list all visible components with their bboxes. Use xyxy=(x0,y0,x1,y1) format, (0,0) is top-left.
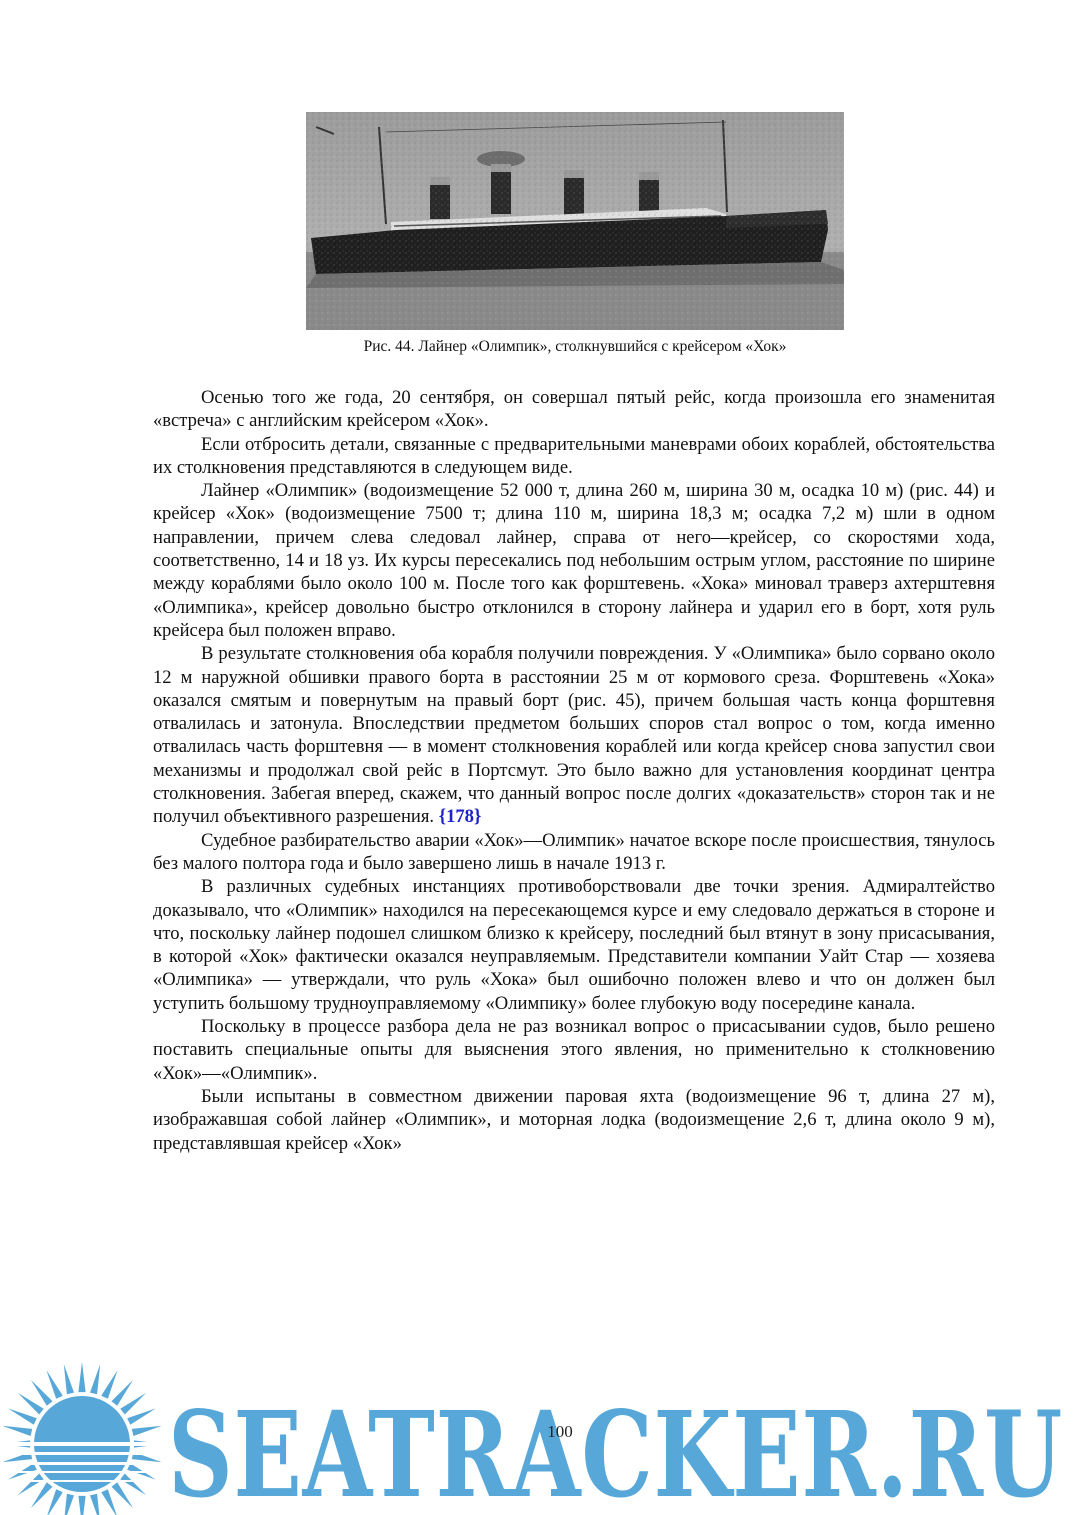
sun-ray xyxy=(31,1482,53,1508)
sun-ray xyxy=(78,1362,85,1392)
watermark-text: SEATRACKER.RU xyxy=(168,1385,1063,1515)
ship-photo xyxy=(306,112,844,330)
sun-ray xyxy=(64,1364,74,1394)
sun-ray xyxy=(2,1426,32,1436)
sun-ray xyxy=(120,1393,146,1415)
paragraph: Если отбросить детали, связанные с предварительными маневрами обоих кораблей, обстоятельства их столкновения представляются в следующем виде. xyxy=(153,433,995,478)
sun-ray xyxy=(8,1408,37,1424)
sun-ray xyxy=(101,1370,117,1399)
sun-ray xyxy=(90,1364,100,1394)
sun-ray xyxy=(18,1393,44,1415)
page-number: 100 xyxy=(547,1422,573,1441)
sun-ray xyxy=(112,1482,134,1508)
sun-ray xyxy=(31,1380,53,1406)
paragraph: Поскольку в процессе разбора дела не раз возникал вопрос о присасывании судов, было решено поставить специальные опыты для выяснения этого явления, но применительно к столкновению «Хок»—«Олимпик». xyxy=(153,1016,995,1084)
sun-ray xyxy=(64,1494,74,1515)
sun-ray xyxy=(132,1426,162,1436)
paragraph: Были испытаны в совместном движении паровая яхта (водоизмещение 96 т, длина 27 м), изображавшая собой лайнер «Олимпик», и моторная лодка (водоизмещение 2,6 т, длина около 9 м), представлявшая крейсер «Хок» xyxy=(153,1085,995,1154)
footnote-link[interactable]: {178} xyxy=(438,806,482,828)
sun-ray xyxy=(112,1380,134,1406)
paragraph: Судебное разбирательство аварии «Хок»—Олимпик» начатое вскоре после происшествия, тянулось без малого полтора года и было завершено лишь в начале 1913 г. xyxy=(153,829,995,874)
sun-ray xyxy=(46,1370,62,1399)
paragraph xyxy=(153,642,995,828)
paragraph: Осенью того же года, 20 сентября, он совершал пятый рейс, когда произошла его знаменитая «встреча» с английским крейсером «Хок». xyxy=(153,387,995,432)
paragraph-text: В результате столкновения оба корабля получили повреждения. У «Олимпика» было сорвано около 12 м наружной обшивки правого борта в расстоянии 25 м от кормового среза. Форштевень «Хока» оказался смятым и повернутым на правый борт (рис. 45), причем большая часть конца форштевня отвалилась и затонула. Впоследствии предметом больших споров стал вопрос о том, когда именно отвалилась часть форштевня — в момент столкновения кораблей или когда крейсер снова запустил свои механизмы и продолжал свой рейс в Портсмут. Это было важно для установления координат центра столкновения. Забегая вперед, скажем, что данный вопрос после долгих «доказательств» сторон так и не получил объективного разрешения. xyxy=(153,643,995,828)
sun-ray xyxy=(90,1494,100,1515)
sun-ray xyxy=(127,1408,156,1424)
sun-ray xyxy=(18,1474,44,1496)
paragraph: В различных судебных инстанциях противоборствовали две точки зрения. Адмиралтейство доказывало, что «Олимпик» находился на пересекающемся курсе и ему следовало держаться в стороне и что, поскольку лайнер подошел слишком близко к крейсеру, последний был втянут в зону присасывания, в которой «Хок» фактически оказался неуправляемым. Представители компании Уайт Стар — хозяева «Олимпика» — утверждали, что руль «Хока» был ошибочно положен влево и что он должен был уступить большому трудноуправляемому «Олимпику» более глубокую воду посередине канала. xyxy=(153,876,995,1014)
paragraph: Лайнер «Олимпик» (водоизмещение 52 000 т, длина 260 м, ширина 30 м, осадка 10 м) (рис. 44) и крейсер «Хок» (водоизмещение 7500 т; длина 110 м, ширина 18,3 м; осадка 7,2 м) шли в одном направлении, причем слева следовал лайнер, справа от него—крейсер, со скоростями хода, соответственно, 14 и 18 уз. Их курсы пересекались под небольшим острым углом, расстояние по ширине между кораблями было около 100 м. После того как форштевень. «Хока» миновал траверз ахтерштевня «Олимпика», крейсер довольно быстро отклонился в сторону лайнера и ударил его в борт, хотя руль крейсера был положен вправо. xyxy=(153,480,995,641)
sun-logo-icon xyxy=(0,1362,170,1515)
body-text xyxy=(153,386,995,1155)
figure-caption: Рис. 44. Лайнер «Олимпик», столкнувшийся с крейсером «Хок» xyxy=(363,338,787,355)
sun-ray xyxy=(46,1489,62,1515)
sun-ray xyxy=(101,1489,117,1515)
sun-ray xyxy=(78,1496,85,1515)
sun-ray xyxy=(120,1474,146,1496)
